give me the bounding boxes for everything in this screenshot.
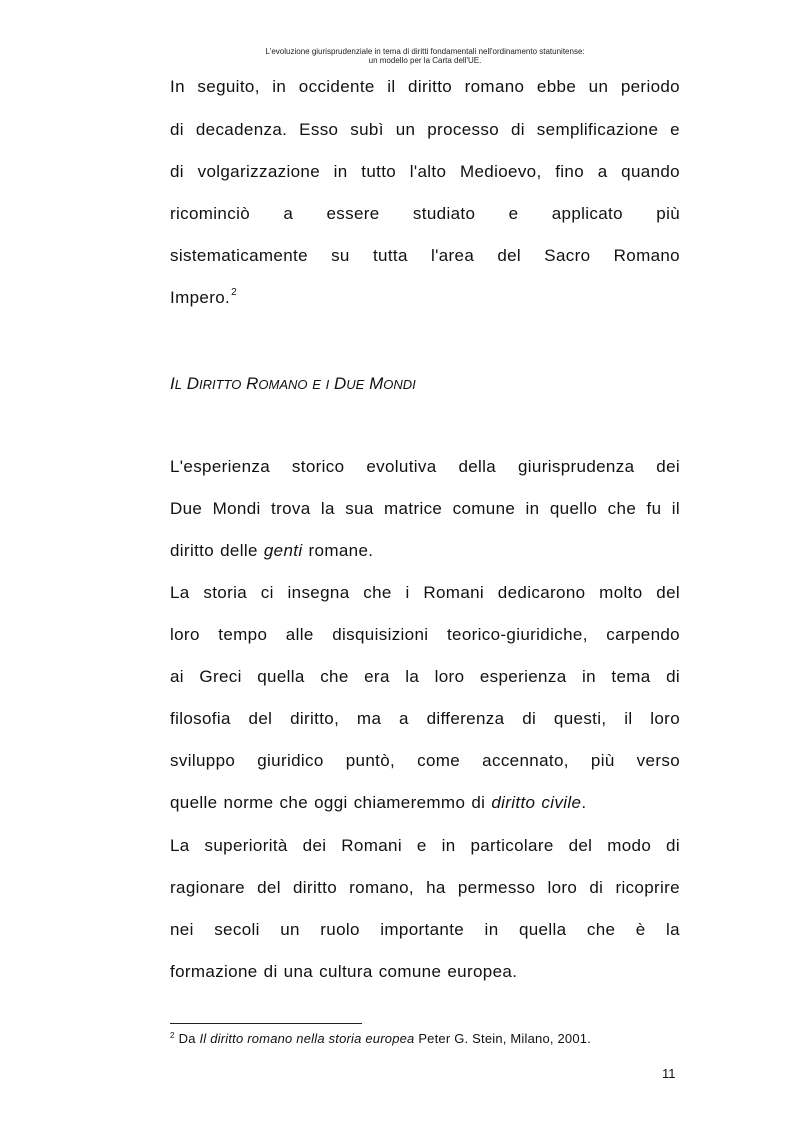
- footnote: $^2$ Da Il diritto romano nella storia europea Peter G. Stein, Milano, 2001.: [170, 1031, 592, 1046]
- body-line: nei secoli un ruolo importante in quella che è la: [170, 920, 680, 939]
- running-header: [170, 47, 680, 65]
- body-line: In seguito, in occidente il diritto romano ebbe un periodo: [170, 77, 680, 96]
- emphasis: diritto civile: [491, 793, 582, 812]
- body-line: La storia ci insegna che i Romani dedicarono molto del: [170, 583, 680, 602]
- body-line: di volgarizzazione in tutto l'alto Medioevo, fino a quando: [170, 162, 680, 181]
- emphasis: genti: [263, 541, 303, 560]
- footnote-divider: [170, 1023, 362, 1024]
- running-header-line-2: un modello per la Carta dell'UE.: [368, 56, 482, 65]
- body-line: sistematicamente su tutta l'area del Sacro Romano: [170, 246, 680, 265]
- body-line: loro tempo alle disquisizioni teorico-giuridiche, carpendo: [170, 625, 680, 644]
- footnote-reference[interactable]: 2: [231, 287, 238, 298]
- body-line-last: [170, 288, 680, 308]
- body-line: La superiorità dei Romani e in particolare del modo di: [170, 836, 680, 855]
- body-line: Due Mondi trova la sua matrice comune in quello che fu il: [170, 499, 680, 518]
- section-heading: IL DIRITTO ROMANO E I DUE MONDI: [170, 374, 416, 393]
- body-line-last: quelle norme che oggi chiameremmo di diritto civile.: [170, 793, 587, 812]
- running-header-line-1: L'evoluzione giurisprudenziale in tema di diritti fondamentali nell'ordinamento statunitense:: [265, 47, 585, 56]
- body-line-last: diritto delle genti romane.: [170, 541, 374, 560]
- body-line: di decadenza. Esso subì un processo di semplificazione e: [170, 120, 680, 139]
- body-text: Impero.: [170, 288, 231, 307]
- body-line-last: formazione di una cultura comune europea.: [170, 962, 518, 981]
- footnote-book-title: Il diritto romano nella storia europea: [199, 1031, 415, 1046]
- body-line: ragionare del diritto romano, ha permesso loro di ricoprire: [170, 878, 680, 897]
- page-number: 11: [662, 1066, 676, 1081]
- body-line: filosofia del diritto, ma a differenza di questi, il loro: [170, 709, 680, 728]
- body-line: ricominciò a essere studiato e applicato più: [170, 204, 680, 223]
- body-line: ai Greci quella che era la loro esperienza in tema di: [170, 667, 680, 686]
- body-line: sviluppo giuridico puntò, come accennato, più verso: [170, 751, 680, 770]
- footnote-number: 2: [170, 1031, 175, 1040]
- body-line: L'esperienza storico evolutiva della giurisprudenza dei: [170, 457, 680, 476]
